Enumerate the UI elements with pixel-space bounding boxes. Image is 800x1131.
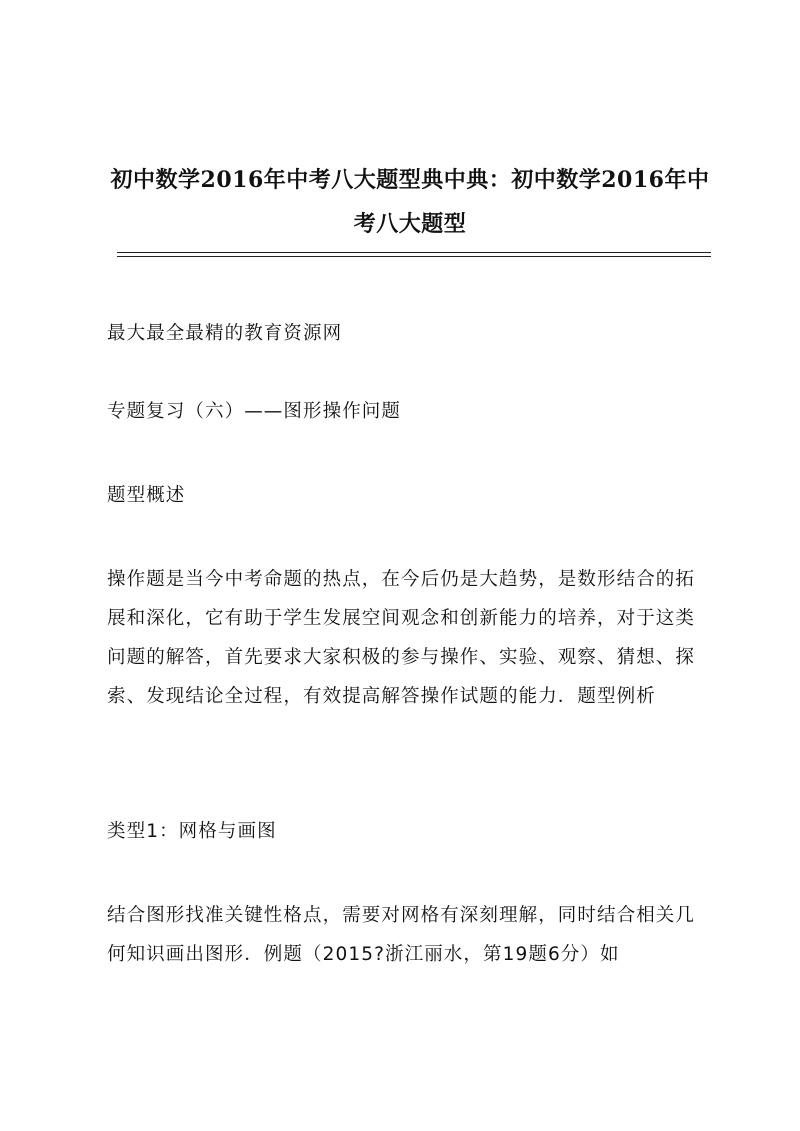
type-paragraph: 结合图形找准关键性格点，需要对网格有深刻理解，同时结合相关几何知识画出图形．例题（2015?浙江丽水，第19题6分）如 (107, 905, 696, 965)
overview-paragraph: 操作题是当今中考命题的热点，在今后仍是大趋势，是数形结合的拓展和深化，它有助于学生发展空间观念和创新能力的培养，对于这类问题的解答，首先要求大家积极的参与操作、实验、观察、猜想、探索、发现结论全过程，有效提高解答操作试题的能力．题型例析 (107, 569, 696, 707)
type-heading: 类型1：网格与画图 (107, 821, 277, 842)
site-name-text: 最大最全最精的教育资源网 (107, 323, 343, 344)
title-divider-bottom (117, 256, 711, 257)
topic-heading: 专题复习（六）——图形操作问题 (107, 401, 402, 422)
overview-heading: 题型概述 (107, 485, 186, 506)
document-title: 初中数学2016年中考八大题型典中典：初中数学2016年中考八大题型 (110, 167, 710, 237)
title-divider-top (117, 252, 711, 253)
